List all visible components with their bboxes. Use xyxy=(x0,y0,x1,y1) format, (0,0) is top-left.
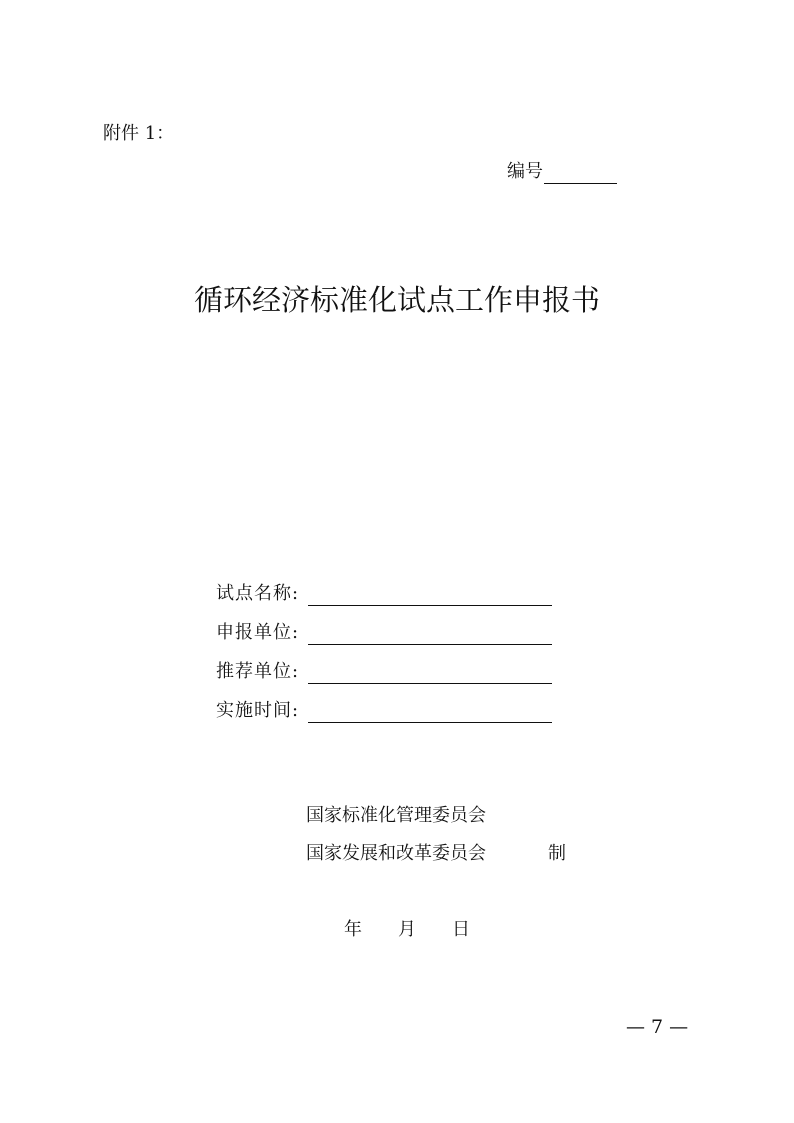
field-label: 推荐单位: xyxy=(216,661,300,682)
date-month: 月 xyxy=(398,919,416,940)
field-applicant-unit xyxy=(216,606,552,645)
date-year: 年 xyxy=(344,919,362,940)
field-blank-line xyxy=(308,700,552,723)
field-recommending-unit xyxy=(216,645,552,684)
field-blank-line xyxy=(308,583,552,606)
field-blank-line xyxy=(308,661,552,684)
field-label: 实施时间: xyxy=(216,700,300,721)
serial-blank-line xyxy=(544,163,617,184)
field-label: 试点名称: xyxy=(216,583,300,604)
field-blank-line xyxy=(308,622,552,645)
issuer-line-1: 国家标准化管理委员会 xyxy=(306,805,486,826)
attachment-label: 附件 1： xyxy=(103,123,175,144)
date-day: 日 xyxy=(452,919,470,940)
document-title: 循环经济标准化试点工作申报书 xyxy=(193,283,600,317)
form-fields xyxy=(216,567,552,723)
page-number: — 7 — xyxy=(626,1016,689,1038)
serial-label: 编号 xyxy=(507,161,543,182)
date-line xyxy=(344,918,470,942)
issuer-line-2: 国家发展和改革委员会 xyxy=(306,843,486,864)
field-implementation-time xyxy=(216,684,552,723)
field-label: 申报单位: xyxy=(216,622,300,643)
serial-number xyxy=(507,160,617,184)
field-pilot-name xyxy=(216,567,552,606)
issuer-made-label: 制 xyxy=(548,843,566,864)
